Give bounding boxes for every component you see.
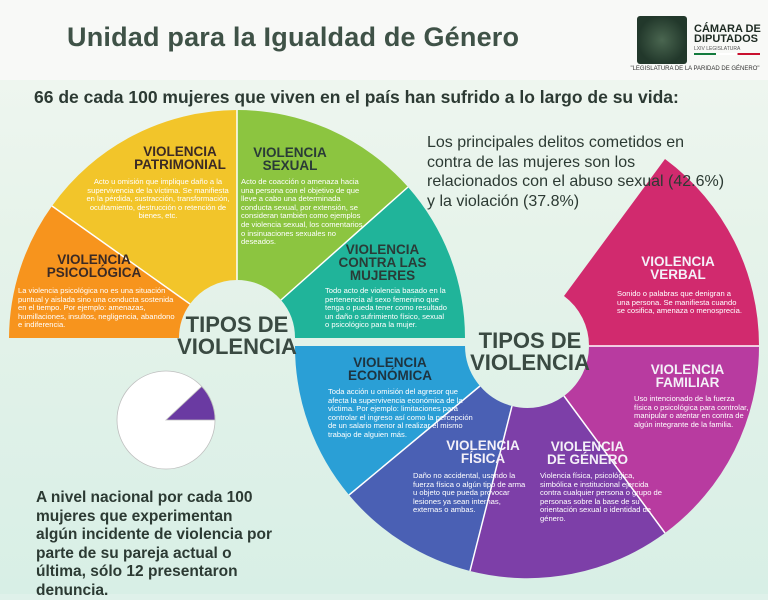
denuncia-statement: A nivel nacional por cada 100 mujeres que experimentan algún incidente de violencia por parte de su pareja actual o última, sólo 12 presentaron denuncia.	[36, 489, 272, 599]
genero-desc: Violencia física, psicológica, simbólica e institucional ejercida contra cualquier persona o grupo de personas sobre la base de su orientación sexual o identidad de género.	[540, 471, 663, 523]
headline: 66 de cada 100 mujeres que viven en el país han sufrido a lo largo de su vida:	[34, 87, 679, 107]
familiar-title: VIOLENCIA FAMILIAR	[650, 362, 725, 390]
page-title: Unidad para la Igualdad de Género	[67, 22, 520, 52]
contra-mujeres-desc: Todo acto de violencia basado en la pertenencia al sexo femenino que tenga o pueda tener como resultado un daño o sufrimiento físico, sexual o psicológico para la mujer.	[325, 286, 448, 330]
logo-motto: "LEGISLATURA DE LA PARIDAD DE GÉNERO"	[630, 66, 760, 72]
contra-mujeres-title: VIOLENCIA CONTRA LAS MUJERES	[338, 242, 427, 283]
hub-label-right: TIPOS DE VIOLENCIA	[470, 328, 590, 375]
fisica-title: VIOLENCIA FÍSICA	[446, 438, 520, 466]
fisica-desc: Daño no accidental, usando la fuerza física o algún tipo de arma u objeto que pueda provocar lesiones ya sean internas, externas o ambas.	[413, 471, 526, 515]
crimes-statement: Los principales delitos cometidos en contra de las mujeres son los relacionados con el abuso sexual (42.6%) y la violación (37.8%)	[427, 134, 725, 210]
sexual-title: VIOLENCIA SEXUAL	[253, 145, 327, 173]
economica-desc: Toda acción u omisión del agresor que afecta la supervivencia económica de la víctima. Por ejemplo: limitaciones para controlar el ingreso así como la percepción de un salario menor al realizar el mismo trabajo de alguien más.	[328, 387, 473, 439]
patrimonial-title: VIOLENCIA PATRIMONIAL	[134, 144, 226, 172]
sexual-desc: Acto de coacción o amenaza hacia una persona con el objetivo de que lleve a cabo una determinada conducta sexual, por extensión, se consideran también como ejemplos de violencia sexual, los comentarios o insinuaciones sexuales no deseados.	[241, 177, 363, 247]
hub-label-left: TIPOS DE VIOLENCIA	[177, 312, 297, 359]
logo-name: CÁMARA DE DIPUTADOS	[694, 23, 761, 45]
psicologica-title: VIOLENCIA PSICOLÓGICA	[46, 252, 142, 280]
verbal-title: VIOLENCIA VERBAL	[641, 254, 715, 282]
psicologica-desc: La violencia psicológica no es una situación puntual y aislada sino una conducta sostenida en el tiempo. Por ejemplo: amenazas, humillaciones, insultos, negligencia, abandono e indiferencia.	[18, 286, 175, 330]
genero-title: VIOLENCIA DE GÉNERO	[546, 439, 628, 467]
familiar-desc: Uso intencionado de la fuerza física o psicológica para controlar, manipular o atentar en contra de algún integrante de la familia.	[634, 394, 749, 429]
patrimonial-desc: Acto u omisión que implique daño a la supervivencia de la víctima. Se manifiesta en la pérdida, sustracción, transformación, ocultamiento, destrucción o retención de bienes, etc.	[86, 177, 230, 221]
economica-title: VIOLENCIA ECONÓMICA	[348, 355, 432, 383]
logo-legislature: LXIV LEGISLATURA	[694, 46, 741, 52]
verbal-desc: Sonido o palabras que denigran a una persona. Se manifiesta cuando se cosifica, amenaza o menosprecia.	[617, 289, 742, 316]
